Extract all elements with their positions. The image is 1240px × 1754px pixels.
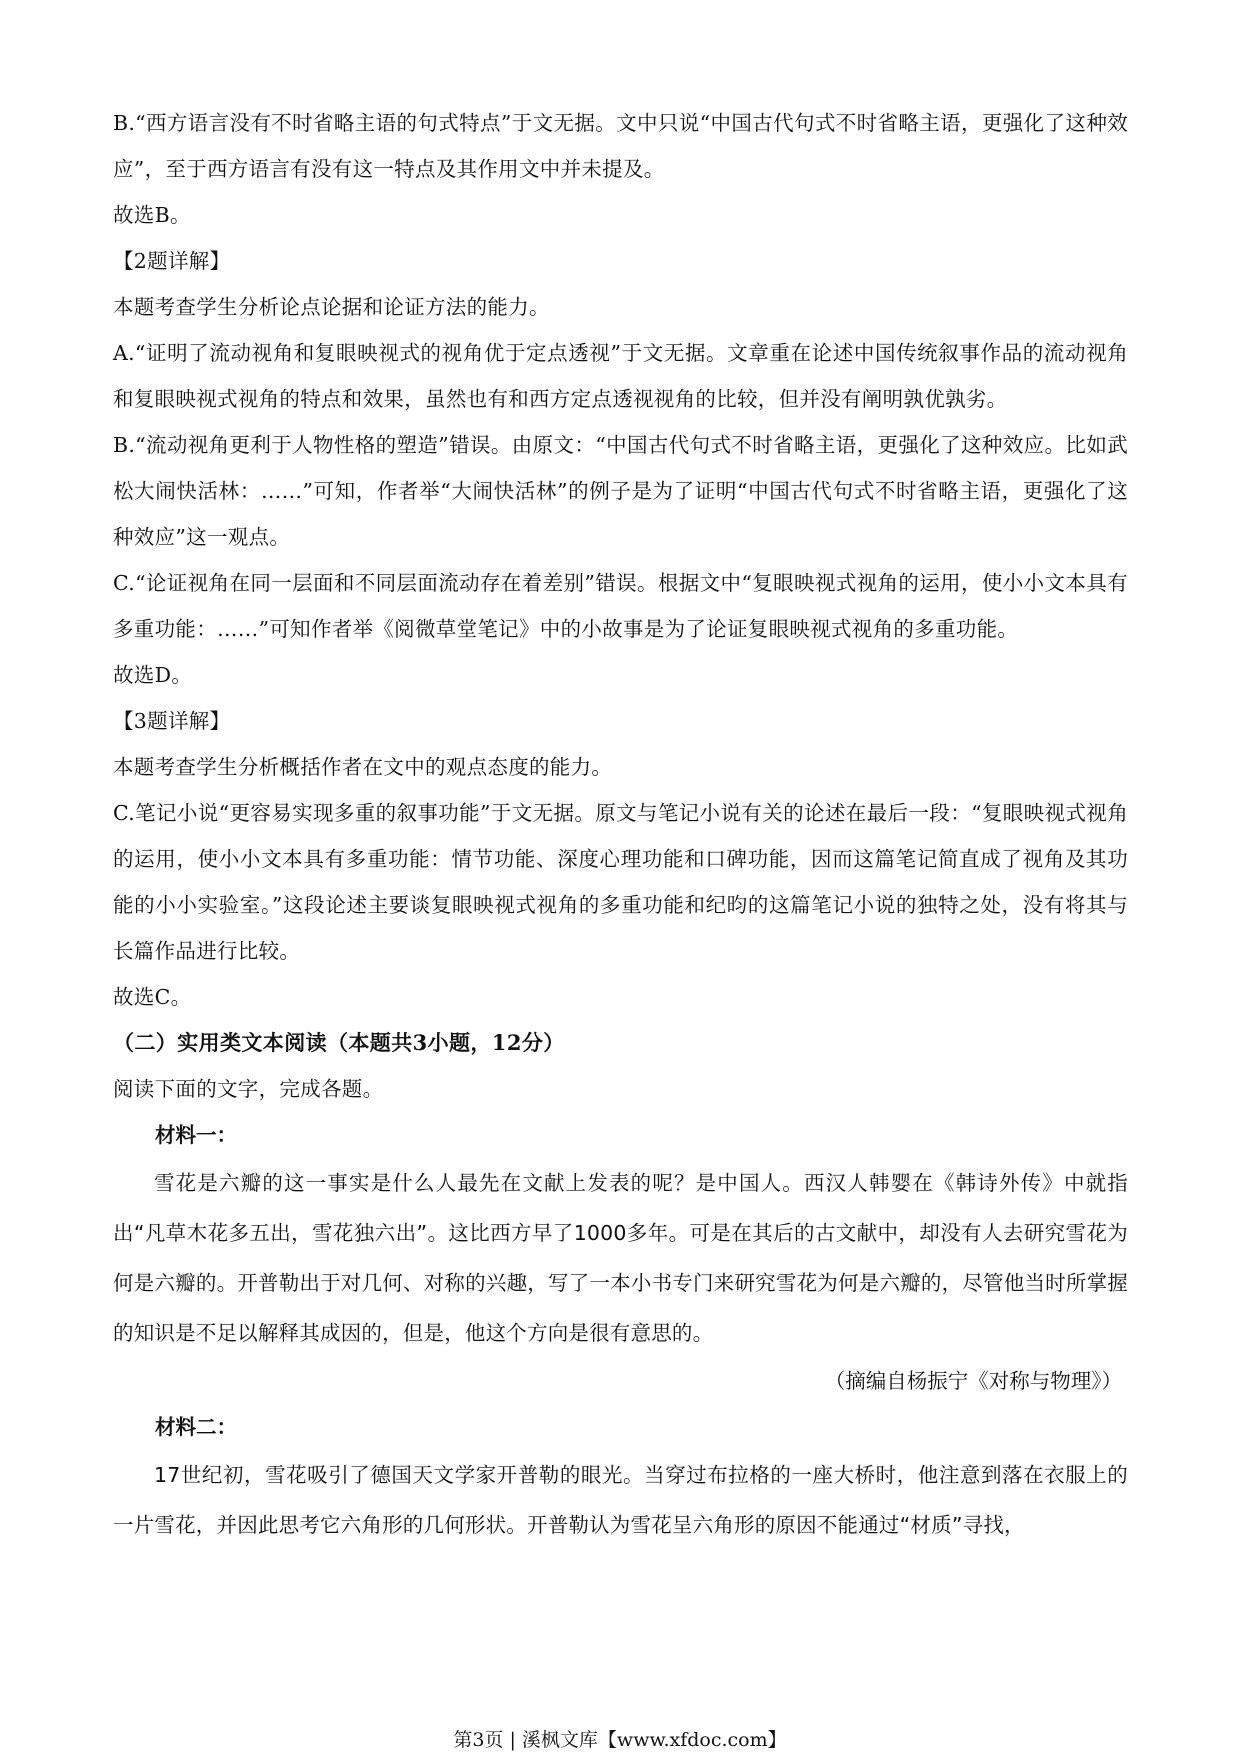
question-2-option-c: C.“论证视角在同一层面和不同层面流动存在着差别”错误。根据文中“复眼映视式视角的运用，使小小文本具有多重功能：……”可知作者举《阅微草堂笔记》中的小故事是为了论证复眼映视式视角的多重功能。 bbox=[113, 571, 1128, 641]
reading-instruction: 阅读下面的文字，完成各题。 bbox=[113, 1077, 384, 1101]
page-content bbox=[113, 100, 1128, 1550]
section-title: （二）实用类文本阅读（本题共3小题，12分） bbox=[113, 1030, 565, 1055]
question-2-heading: 【2题详解】 bbox=[113, 249, 231, 273]
question-3-option-c: C.笔记小说“更容易实现多重的叙事功能”于文无据。原文与笔记小说有关的论述在最后一段：“复眼映视式视角的运用，使小小文本具有多重功能：情节功能、深度心理功能和口碑功能，因而这篇笔记简直成了视角及其功能的小小实验室。”这段论述主要谈复眼映视式视角的多重功能和纪昀的这篇笔记小说的独特之处，没有将其与长篇作品进行比较。 bbox=[113, 801, 1128, 963]
material-2-label: 材料二： bbox=[155, 1415, 237, 1439]
question-2-intro: 本题考查学生分析论点论据和论证方法的能力。 bbox=[113, 295, 550, 319]
answer-choice-3: 故选C。 bbox=[113, 985, 192, 1009]
material-1-text: 雪花是六瓣的这一事实是什么人最先在文献上发表的呢？是中国人。西汉人韩婴在《韩诗外传》中就指出“凡草木花多五出，雪花独六出”。这比西方早了1000多年。可是在其后的古文献中，却没有人去研究雪花为何是六瓣的。开普勒出于对几何、对称的兴趣，写了一本小书专门来研究雪花为何是六瓣的，尽管他当时所掌握的知识是不足以解释其成因的，但是，他这个方向是很有意思的。 bbox=[113, 1171, 1128, 1345]
material-2-text: 17世纪初，雪花吸引了德国天文学家开普勒的眼光。当穿过布拉格的一座大桥时，他注意到落在衣服上的一片雪花，并因此思考它六角形的几何形状。开普勒认为雪花呈六角形的原因不能通过“材质”寻找， bbox=[113, 1463, 1128, 1537]
question-3-intro: 本题考查学生分析概括作者在文中的观点态度的能力。 bbox=[113, 755, 613, 779]
answer-b-explanation: B.“西方语言没有不时省略主语的句式特点”于文无据。文中只说“中国古代句式不时省略主语，更强化了这种效应”，至于西方语言有没有这一特点及其作用文中并未提及。 bbox=[113, 111, 1128, 181]
question-2-option-a: A.“证明了流动视角和复眼映视式的视角优于定点透视”于文无据。文章重在论述中国传统叙事作品的流动视角和复眼映视式视角的特点和效果，虽然也有和西方定点透视视角的比较，但并没有阐明孰优孰劣。 bbox=[113, 341, 1128, 411]
page-footer: 第3页 | 溪枫文库【www.xfdoc.com】 bbox=[453, 1729, 787, 1751]
question-2-option-b: B.“流动视角更利于人物性格的塑造”错误。由原文：“中国古代句式不时省略主语，更强化了这种效应。比如武松大闹快活林：……”可知，作者举“大闹快活林”的例子是为了证明“中国古代句式不时省略主语，更强化了这种效应”这一观点。 bbox=[113, 433, 1128, 549]
answer-choice-2: 故选D。 bbox=[113, 663, 193, 687]
question-3-heading: 【3题详解】 bbox=[113, 709, 231, 733]
answer-choice-1: 故选B。 bbox=[113, 203, 191, 227]
material-1-label: 材料一： bbox=[155, 1123, 237, 1147]
material-1-source: （摘编自杨振宁《对称与物理》） bbox=[824, 1369, 1122, 1393]
